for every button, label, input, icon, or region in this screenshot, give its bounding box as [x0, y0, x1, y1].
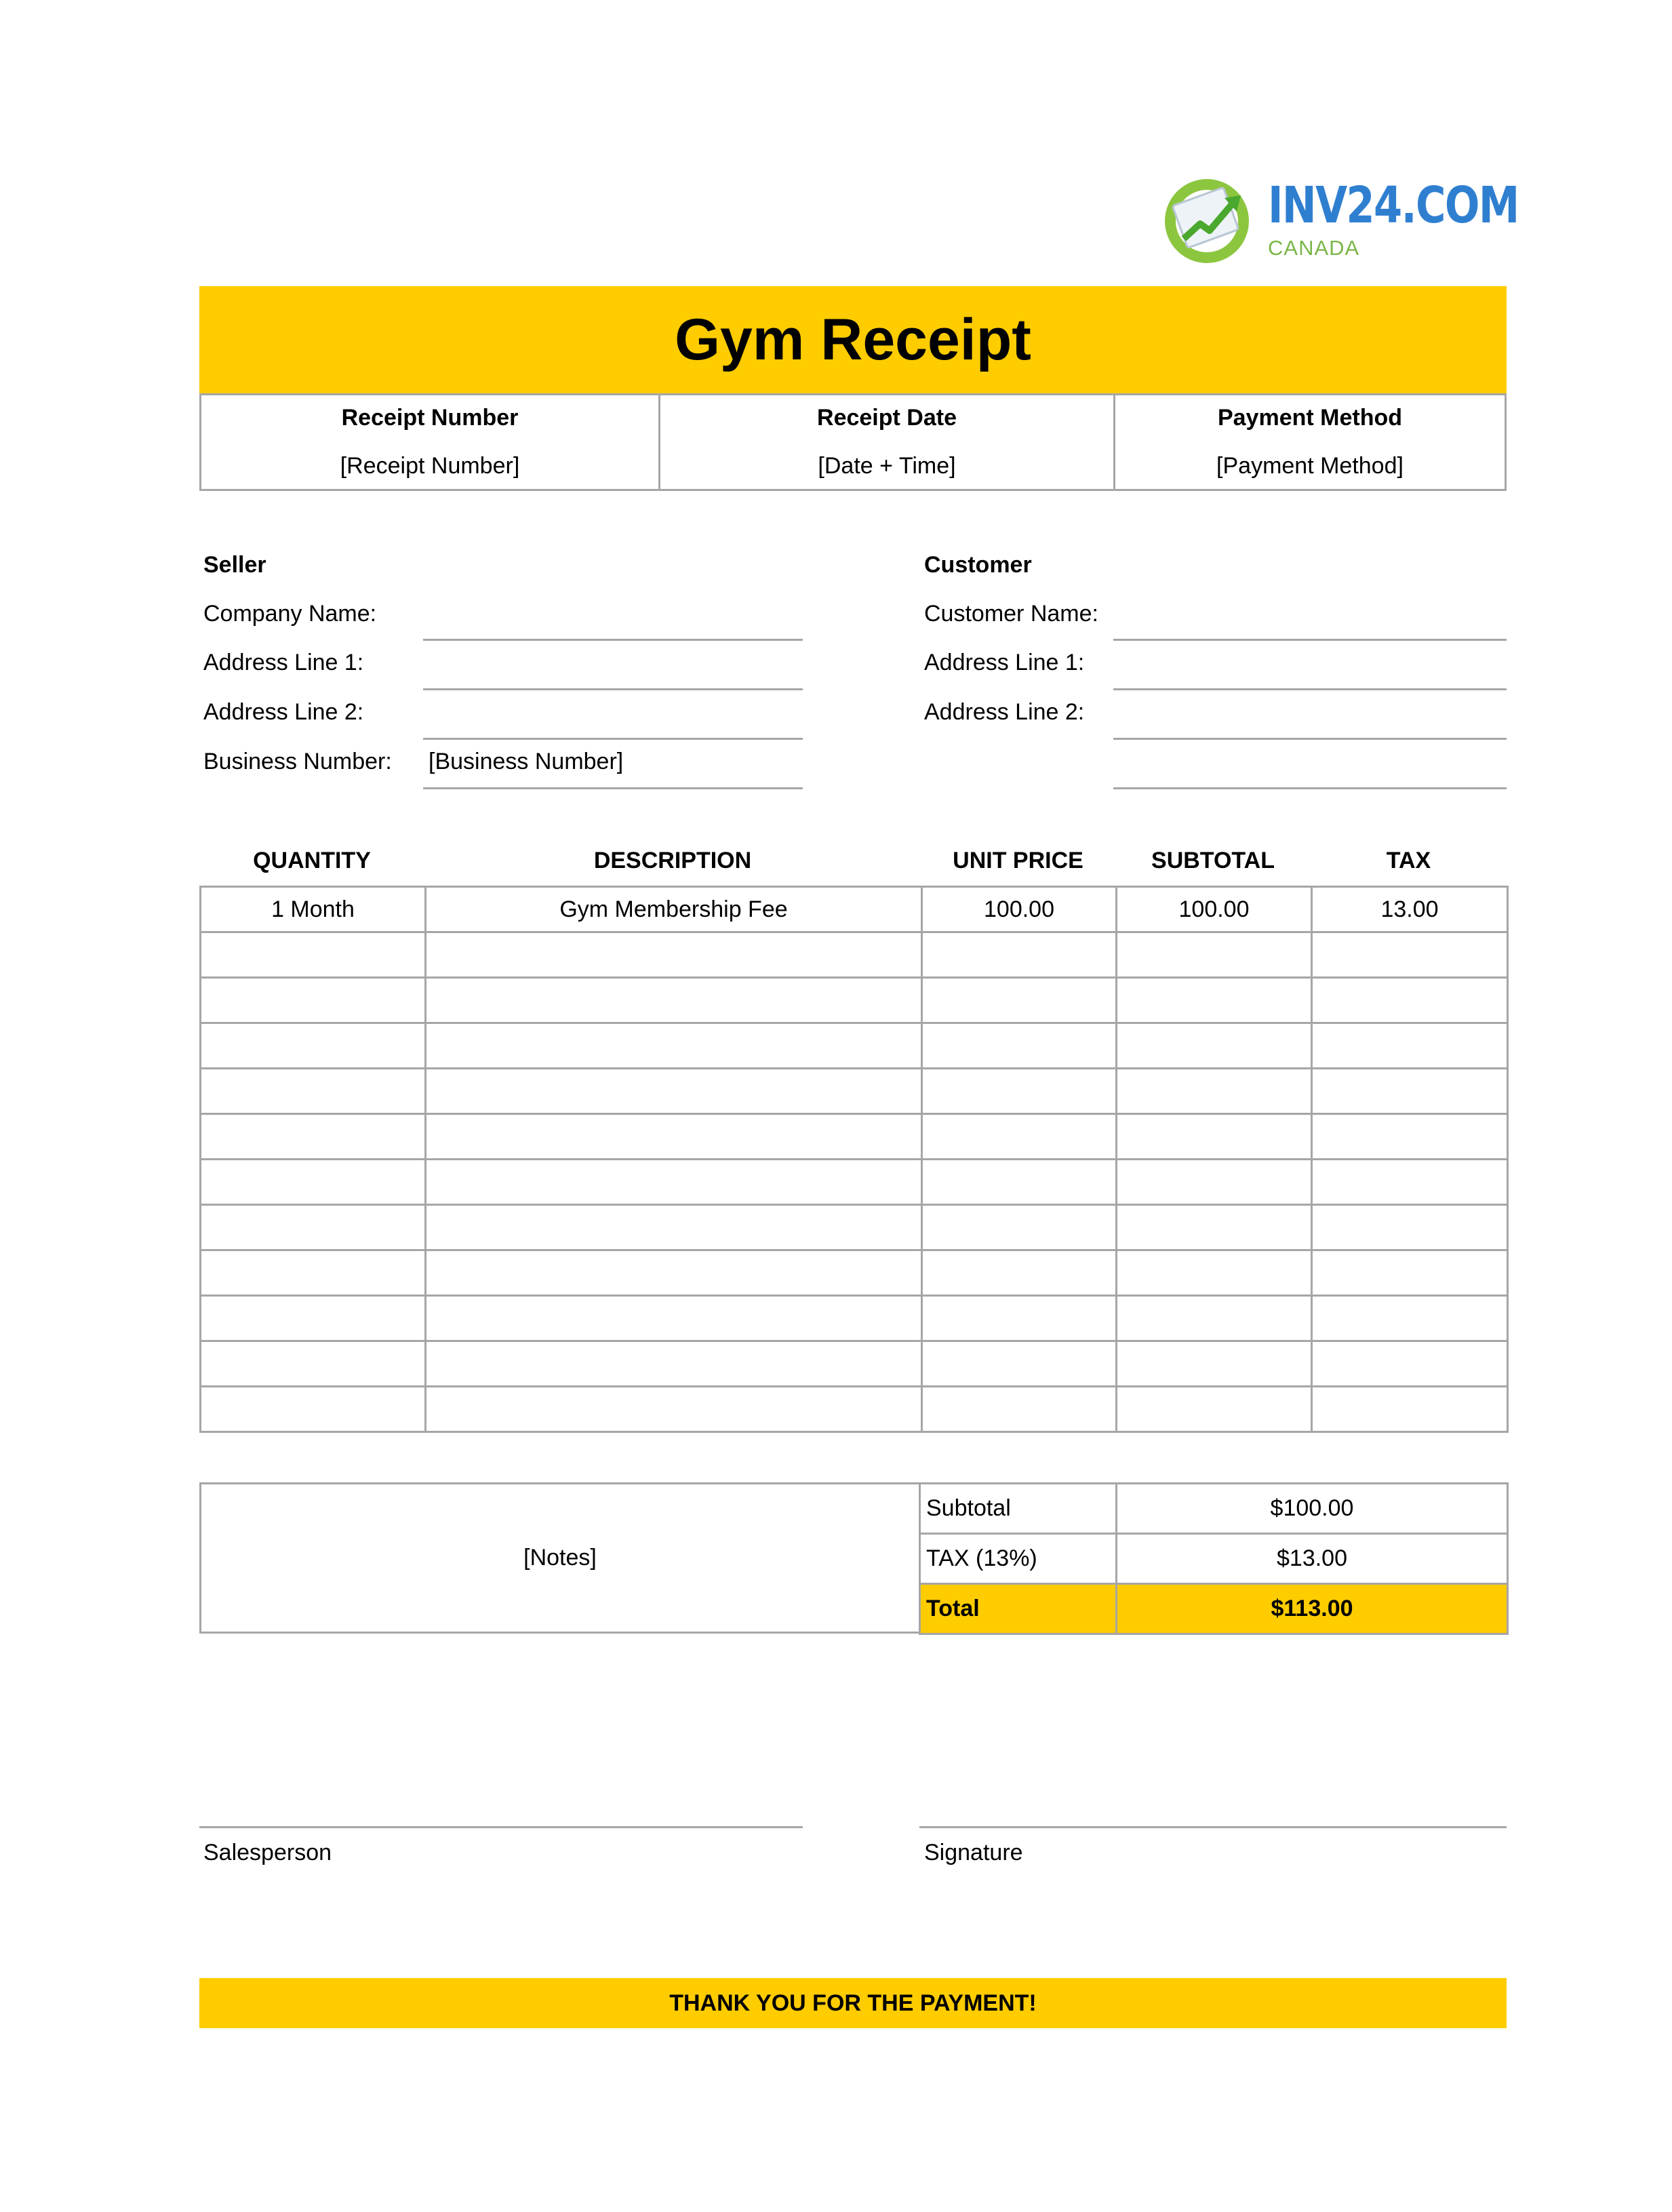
cell-subtotal[interactable]	[1117, 1296, 1312, 1341]
total-value: $113.00	[1117, 1584, 1508, 1634]
col-header-subtotal: SUBTOTAL	[1151, 848, 1275, 873]
cell-quantity[interactable]	[201, 1114, 426, 1160]
table-row	[201, 1205, 1508, 1250]
cell-description[interactable]	[426, 1296, 922, 1341]
notes-text: [Notes]	[523, 1545, 597, 1571]
cell-subtotal[interactable]: 100.00	[1117, 887, 1312, 932]
receipt-date-label: Receipt Date	[817, 405, 957, 431]
logo-emblem-icon	[1158, 168, 1260, 270]
subtotal-label: Subtotal	[920, 1484, 1117, 1534]
cell-description[interactable]	[426, 932, 922, 978]
cell-quantity[interactable]	[201, 1341, 426, 1387]
cell-tax[interactable]	[1312, 1250, 1508, 1296]
seller-heading: Seller	[203, 552, 266, 578]
col-header-unit-price: UNIT PRICE	[953, 848, 1083, 873]
seller-address1-label: Address Line 1:	[203, 650, 364, 675]
tax-label: TAX (13%)	[920, 1534, 1117, 1584]
table-row	[201, 1387, 1508, 1432]
cell-unit-price[interactable]	[922, 1023, 1117, 1069]
payment-method-label: Payment Method	[1217, 405, 1403, 431]
cell-tax[interactable]	[1312, 1341, 1508, 1387]
receipt-date-box	[658, 393, 1115, 491]
table-row	[201, 1023, 1508, 1069]
totals-table	[919, 1482, 1509, 1635]
seller-address2-label: Address Line 2:	[203, 699, 364, 725]
cell-subtotal[interactable]	[1117, 1114, 1312, 1160]
cell-tax[interactable]	[1312, 1296, 1508, 1341]
logo-brand-text: INV24.COM	[1268, 176, 1519, 235]
cell-quantity[interactable]	[201, 1160, 426, 1205]
tax-row	[920, 1534, 1508, 1584]
cell-unit-price[interactable]	[922, 1205, 1117, 1250]
cell-tax[interactable]	[1312, 1114, 1508, 1160]
cell-quantity[interactable]	[201, 1250, 426, 1296]
payment-method-value: [Payment Method]	[1216, 453, 1404, 479]
cell-unit-price[interactable]	[922, 978, 1117, 1023]
cell-tax[interactable]	[1312, 1069, 1508, 1114]
table-row	[201, 1069, 1508, 1114]
items-table	[199, 886, 1509, 1433]
receipt-number-label: Receipt Number	[341, 405, 519, 431]
cell-subtotal[interactable]	[1117, 1205, 1312, 1250]
cell-unit-price[interactable]	[922, 1250, 1117, 1296]
cell-description[interactable]	[426, 1387, 922, 1432]
cell-subtotal[interactable]	[1117, 1250, 1312, 1296]
seller-company-field[interactable]	[423, 639, 803, 641]
cell-quantity[interactable]	[201, 1296, 426, 1341]
cell-quantity[interactable]: 1 Month	[201, 887, 426, 932]
customer-signature-line[interactable]	[919, 1826, 1507, 1828]
seller-address2-field[interactable]	[423, 738, 803, 740]
subtotal-value: $100.00	[1117, 1484, 1508, 1534]
cell-unit-price[interactable]	[922, 1387, 1117, 1432]
cell-unit-price[interactable]	[922, 1114, 1117, 1160]
logo-country-text: CANADA	[1268, 236, 1360, 260]
cell-unit-price[interactable]	[922, 1160, 1117, 1205]
table-row	[201, 932, 1508, 978]
total-label: Total	[920, 1584, 1117, 1634]
col-header-quantity: QUANTITY	[253, 848, 371, 873]
receipt-date-value: [Date + Time]	[818, 453, 956, 479]
total-row	[920, 1584, 1508, 1634]
cell-tax[interactable]	[1312, 1387, 1508, 1432]
cell-description[interactable]	[426, 1069, 922, 1114]
customer-address2-field[interactable]	[1113, 738, 1507, 740]
title-banner	[199, 286, 1507, 393]
table-row	[201, 978, 1508, 1023]
signature-label: Signature	[924, 1840, 1023, 1865]
cell-description[interactable]	[426, 1114, 922, 1160]
cell-quantity[interactable]	[201, 978, 426, 1023]
seller-business-value[interactable]: [Business Number]	[429, 749, 624, 774]
cell-subtotal[interactable]	[1117, 1069, 1312, 1114]
receipt-number-value: [Receipt Number]	[340, 453, 520, 479]
subtotal-row	[920, 1484, 1508, 1534]
col-header-description: DESCRIPTION	[593, 848, 752, 873]
customer-name-field[interactable]	[1113, 639, 1507, 641]
payment-method-box	[1113, 393, 1507, 491]
cell-unit-price[interactable]	[922, 932, 1117, 978]
cell-description[interactable]	[426, 1160, 922, 1205]
seller-address1-field[interactable]	[423, 688, 803, 690]
cell-subtotal[interactable]	[1117, 1387, 1312, 1432]
table-row	[201, 1114, 1508, 1160]
seller-company-label: Company Name:	[203, 601, 377, 627]
seller-business-field[interactable]	[423, 787, 803, 789]
cell-description[interactable]	[426, 978, 922, 1023]
cell-quantity[interactable]	[201, 1069, 426, 1114]
cell-tax[interactable]	[1312, 978, 1508, 1023]
cell-quantity[interactable]	[201, 1387, 426, 1432]
table-row	[201, 1250, 1508, 1296]
salesperson-signature-line[interactable]	[199, 1826, 803, 1828]
cell-subtotal[interactable]	[1117, 1341, 1312, 1387]
salesperson-label: Salesperson	[203, 1840, 332, 1865]
table-row	[201, 1160, 1508, 1205]
cell-description[interactable]	[426, 1023, 922, 1069]
cell-description[interactable]	[426, 1250, 922, 1296]
receipt-number-box	[199, 393, 660, 491]
company-logo	[1158, 168, 1519, 270]
cell-unit-price[interactable]	[922, 1069, 1117, 1114]
cell-quantity[interactable]	[201, 932, 426, 978]
page-title: Gym Receipt	[675, 307, 1031, 372]
col-header-tax: TAX	[1386, 848, 1431, 873]
table-row	[201, 1341, 1508, 1387]
cell-description[interactable]	[426, 1205, 922, 1250]
cell-tax[interactable]	[1312, 1205, 1508, 1250]
customer-name-label: Customer Name:	[924, 601, 1098, 627]
seller-business-label: Business Number:	[203, 749, 392, 774]
cell-subtotal[interactable]	[1117, 932, 1312, 978]
customer-address1-label: Address Line 1:	[924, 650, 1085, 675]
table-row	[201, 887, 1508, 932]
cell-subtotal[interactable]	[1117, 978, 1312, 1023]
cell-unit-price[interactable]	[922, 1296, 1117, 1341]
table-row	[201, 1296, 1508, 1341]
cell-tax[interactable]	[1312, 1160, 1508, 1205]
customer-heading: Customer	[924, 552, 1032, 578]
cell-unit-price[interactable]	[922, 1341, 1117, 1387]
customer-address1-field[interactable]	[1113, 688, 1507, 690]
cell-subtotal[interactable]	[1117, 1160, 1312, 1205]
cell-unit-price[interactable]: 100.00	[922, 887, 1117, 932]
customer-address2-label: Address Line 2:	[924, 699, 1085, 725]
cell-quantity[interactable]	[201, 1023, 426, 1069]
notes-field[interactable]	[199, 1482, 921, 1634]
cell-description[interactable]: Gym Membership Fee	[426, 887, 922, 932]
cell-description[interactable]	[426, 1341, 922, 1387]
cell-subtotal[interactable]	[1117, 1023, 1312, 1069]
tax-value: $13.00	[1117, 1534, 1508, 1584]
cell-tax[interactable]: 13.00	[1312, 887, 1508, 932]
customer-extra-field[interactable]	[1113, 787, 1507, 789]
footer-banner	[199, 1978, 1507, 2028]
cell-quantity[interactable]	[201, 1205, 426, 1250]
footer-text: THANK YOU FOR THE PAYMENT!	[669, 1990, 1037, 2016]
cell-tax[interactable]	[1312, 932, 1508, 978]
cell-tax[interactable]	[1312, 1023, 1508, 1069]
